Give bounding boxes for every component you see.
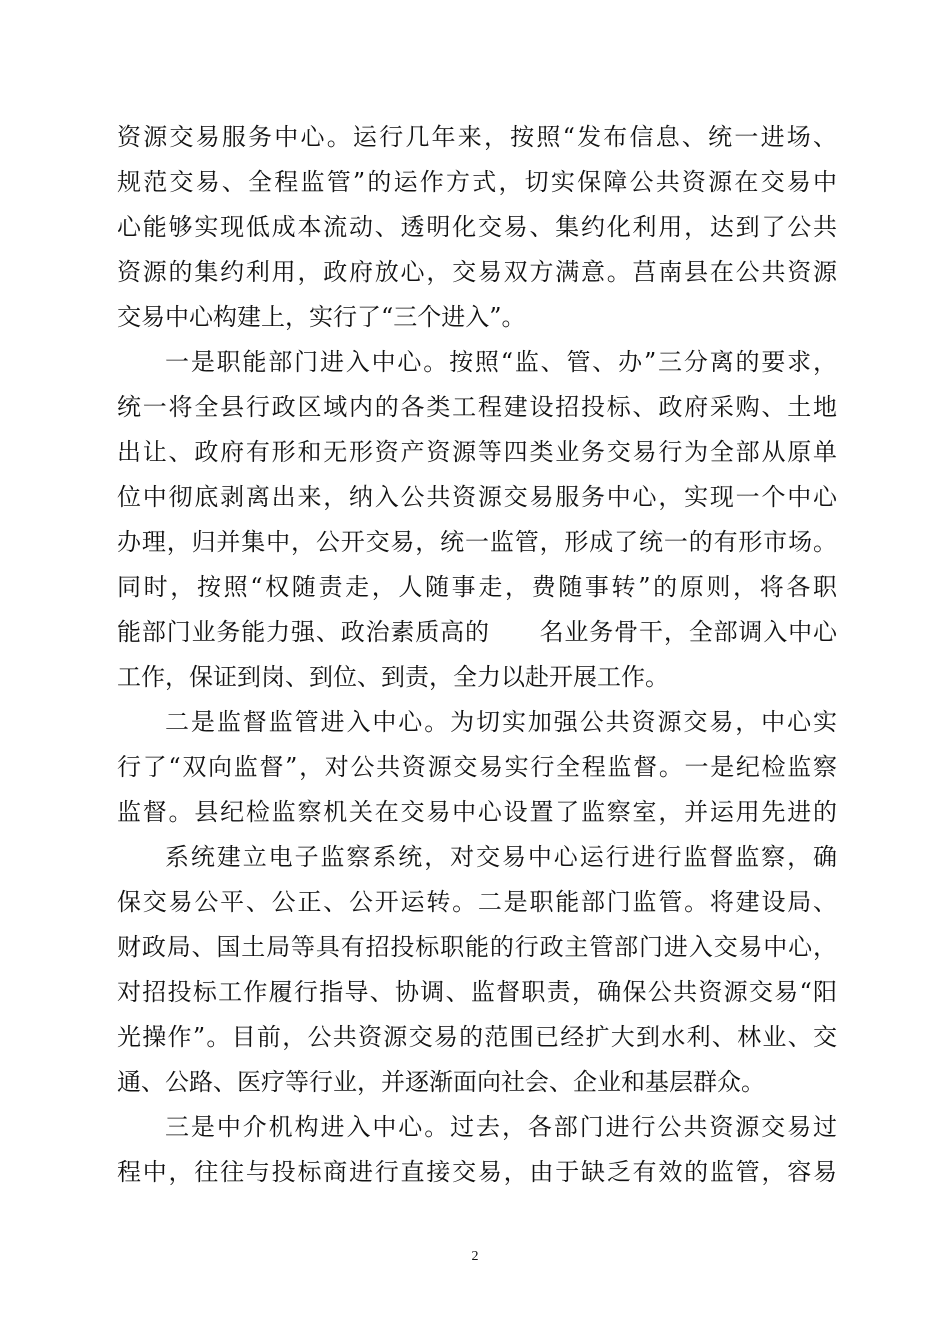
text-line: 监督。县纪检监察机关在交易中心设置了监察室，并运用先进的 [117,798,837,826]
text-line: 能部门业务能力强、政治素质高的 名业务骨干，全部调入中心 [117,618,837,646]
text-line: 程中，往往与投标商进行直接交易，由于缺乏有效的监管，容易 [117,1158,837,1186]
text-line: 保交易公平、公正、公开运转。二是职能部门监管。将建设局、 [117,888,837,916]
text-line: 资源交易服务中心。运行几年来，按照“发布信息、统一进场、 [117,123,837,151]
text-line: 出让、政府有形和无形资产资源等四类业务交易行为全部从原单 [117,438,837,466]
text-line: 同时，按照“权随责走，人随事走，费随事转”的原则，将各职 [117,573,837,601]
text-line: 心能够实现低成本流动、透明化交易、集约化利用，达到了公共 [117,213,837,241]
page-number: 2 [471,1249,479,1264]
text-line: 统一将全县行政区域内的各类工程建设招投标、政府采购、土地 [117,393,837,421]
text-line: 光操作”。目前，公共资源交易的范围已经扩大到水利、林业、交 [117,1023,837,1051]
text-line: 财政局、国土局等具有招投标职能的行政主管部门进入交易中心， [117,933,837,961]
text-line: 资源的集约利用，政府放心，交易双方满意。莒南县在公共资源 [117,258,837,286]
text-line: 位中彻底剥离出来，纳入公共资源交易服务中心，实现一个中心 [117,483,837,511]
paragraph-first-line: 三是中介机构进入中心。过去，各部门进行公共资源交易过 [165,1113,837,1141]
text-line: 工作，保证到岗、到位、到责，全力以赴开展工作。 [117,663,669,691]
text-line: 通、公路、医疗等行业，并逐渐面向社会、企业和基层群众。 [117,1068,765,1096]
text-line: 行了“双向监督”，对公共资源交易实行全程监督。一是纪检监察 [117,753,837,781]
text-line: 交易中心构建上，实行了“三个进入”。 [117,303,526,331]
text-line: 对招投标工作履行指导、协调、监督职责，确保公共资源交易“阳 [117,978,837,1006]
paragraph-first-line: 二是监督监管进入中心。为切实加强公共资源交易，中心实 [165,708,837,736]
paragraph-first-line: 一是职能部门进入中心。按照“监、管、办”三分离的要求， [165,348,837,376]
text-line: 规范交易、全程监管”的运作方式，切实保障公共资源在交易中 [117,168,837,196]
text-line: 办理，归并集中，公开交易，统一监管，形成了统一的有形市场。 [117,528,837,556]
text-line: 系统建立电子监察系统，对交易中心运行进行监督监察，确 [165,843,837,871]
